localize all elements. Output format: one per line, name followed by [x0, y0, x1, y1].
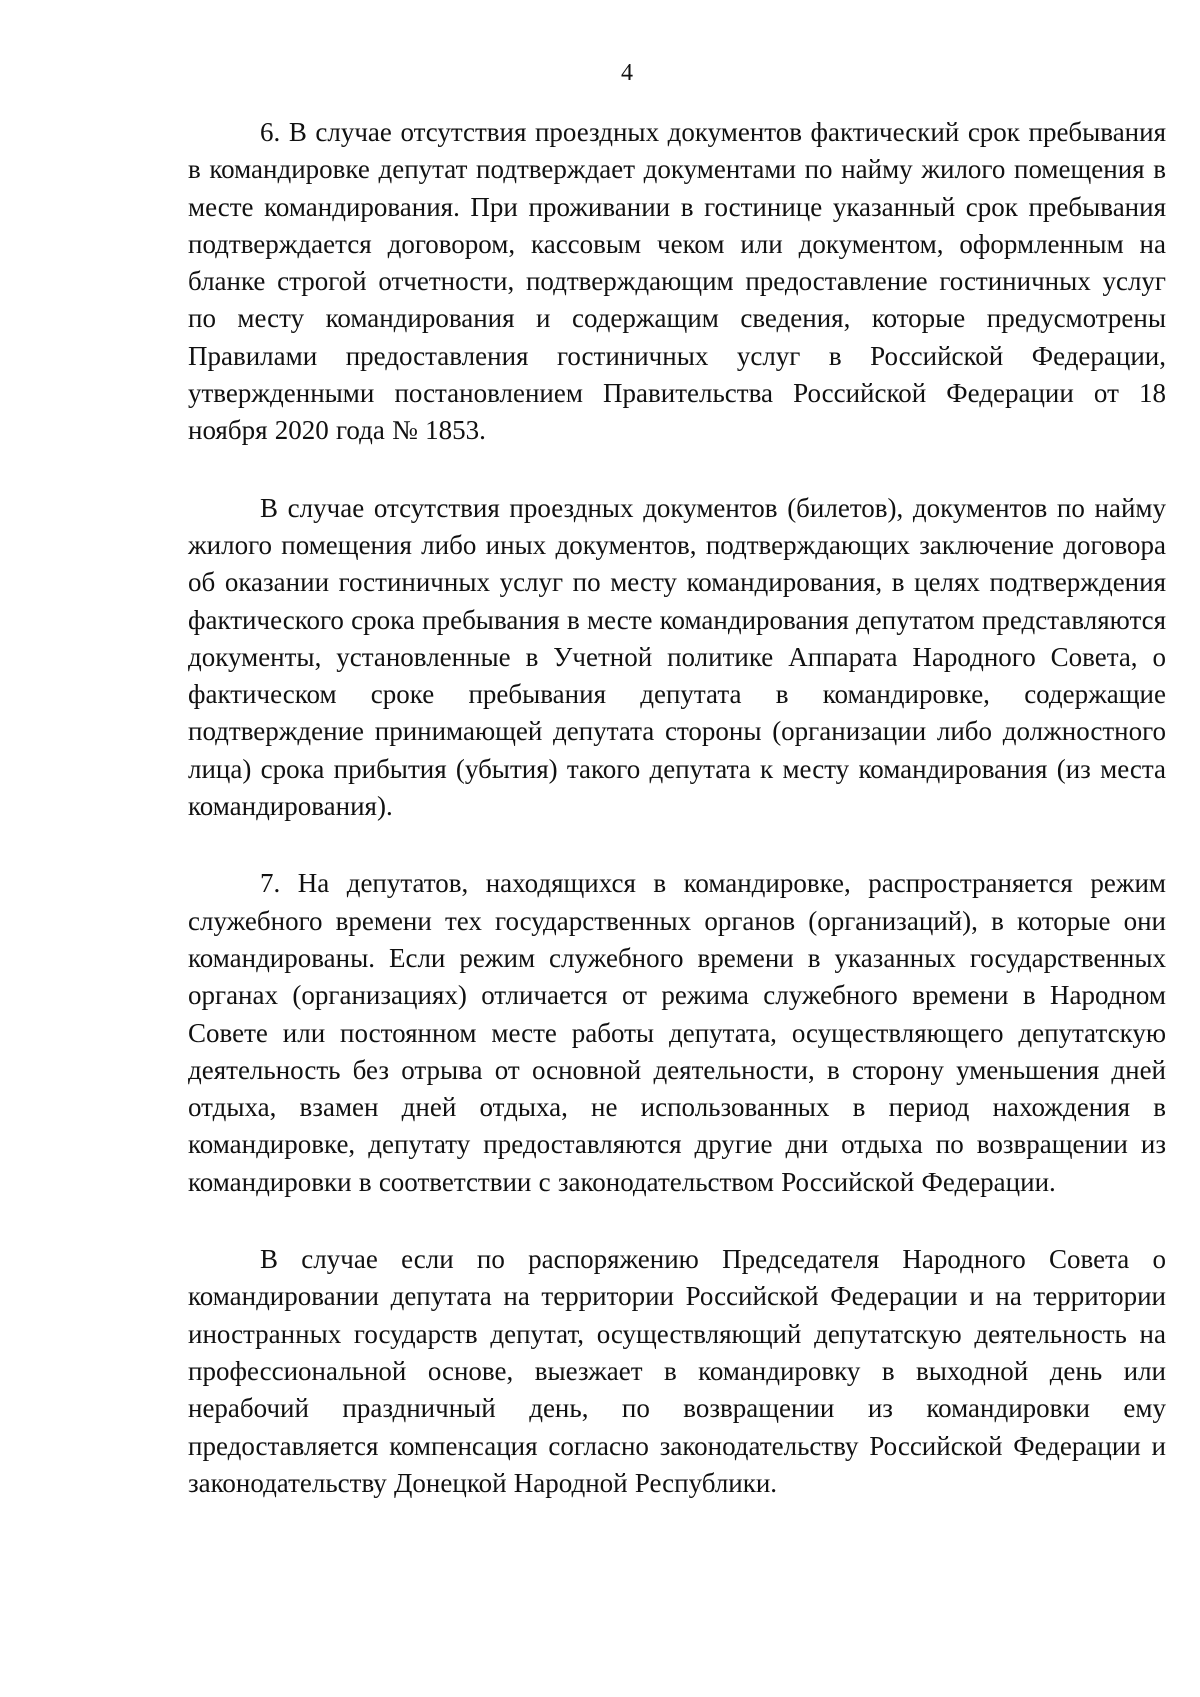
paragraph-clause-6: 6. В случае отсутствия проездных документов фактический срок пребывания в командировке депутат подтверждает документами по найму жилого помещения в месте командирования. При проживании в гостинице указанный срок пребывания подтверждается договором, кассовым чеком или документом, оформленным на бланке строгой отчетности, подтверждающим предоставление гостиничных услуг по месту командирования и содержащим сведения, которые предусмотрены Правилами предоставления гостиничных услуг в Российской Федерации, утвержденными постановлением Правительства Российской Федерации от 18 ноября 2020 года № 1853.	[188, 117, 1166, 446]
page-number: 4	[621, 60, 633, 86]
document-body	[188, 114, 1166, 1542]
paragraph-weekend-compensation: В случае если по распоряжению Председателя Народного Совета о командировании депутата на территории Российской Федерации и на территории иностранных государств депутат, осуществляющий депутатскую деятельность на профессиональной основе, выезжает в командировку в выходной день или нерабочий праздничный день, по возвращении из командировки ему предоставляется компенсация согласно законодательству Российской Федерации и законодательству Донецкой Народной Республики.	[188, 1244, 1166, 1498]
paragraph-missing-documents: В случае отсутствия проездных документов (билетов), документов по найму жилого помещения либо иных документов, подтверждающих заключение договора об оказании гостиничных услуг по месту командирования, в целях подтверждения фактического срока пребывания в месте командирования депутатом представляются документы, установленные в Учетной политике Аппарата Народного Совета, о фактическом сроке пребывания депутата в командировке, содержащие подтверждение принимающей депутата стороны (организации либо должностного лица) срока прибытия (убытия) такого депутата к месту командирования (из места командирования).	[188, 492, 1166, 822]
paragraph-clause-7: 7. На депутатов, находящихся в командировке, распространяется режим служебного времени тех государственных органов (организаций), в которые они командированы. Если режим служебного времени в указанных государственных органах (организациях) отличается от режима служебного времени в Народном Совете или постоянном месте работы депутата, осуществляющего депутатскую деятельность без отрыва от основной деятельности, в сторону уменьшения дней отдыха, взамен дней отдыха, не использованных в период нахождения в командировке, депутату предоставляются другие дни отдыха по возвращении из командировки в соответствии с законодательством Российской Федерации.	[188, 868, 1166, 1197]
